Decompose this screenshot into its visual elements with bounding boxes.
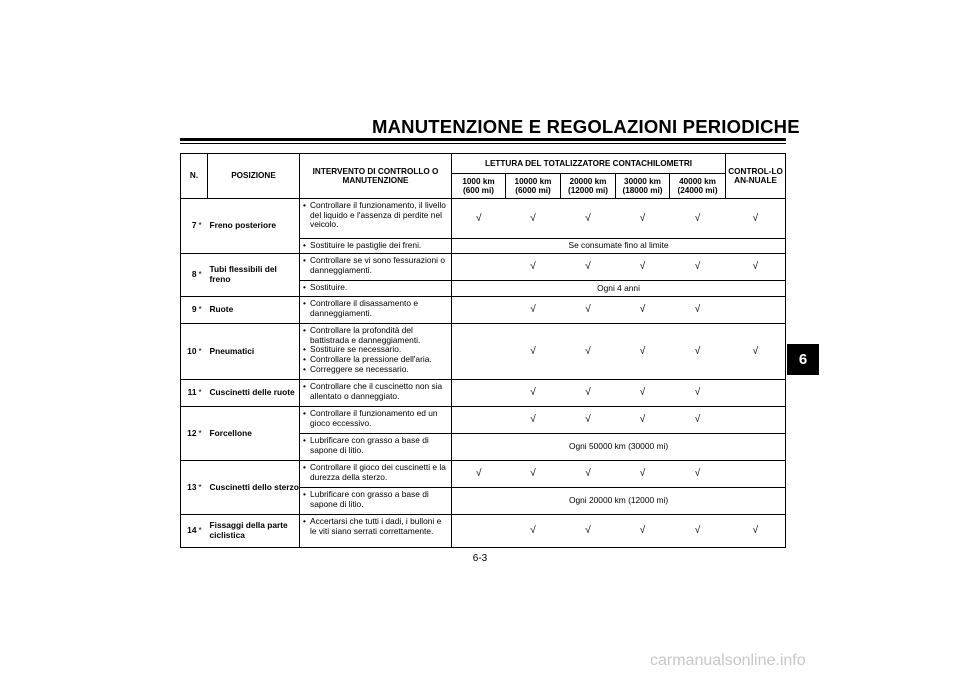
- check-mark: √: [670, 199, 726, 239]
- row-number: 10: [181, 324, 199, 380]
- header-interval: 1000 km (600 mi): [452, 174, 506, 199]
- check-mark: √: [616, 515, 670, 548]
- check-cell-empty: [452, 324, 506, 380]
- row-action: • Lubrificare con grasso a base di sapone di litio.: [300, 488, 452, 515]
- check-cell-empty: [452, 407, 506, 434]
- check-cell-empty: [452, 380, 506, 407]
- header-interval: 20000 km (12000 mi): [561, 174, 616, 199]
- check-mark: √: [561, 515, 616, 548]
- row-position: Pneumatici: [208, 324, 300, 380]
- check-mark: √: [506, 515, 561, 548]
- row-number: 9: [181, 297, 199, 324]
- check-mark: √: [726, 199, 786, 239]
- row-action: • Controllare la profondità del battistrada e danneggiamenti. • Sostituire se necessario. • Controllare la pressione dell'aria. • Correggere se necessario.: [300, 324, 452, 380]
- check-mark: √: [616, 297, 670, 324]
- row-star: *: [199, 199, 208, 254]
- row-number: 11: [181, 380, 199, 407]
- check-cell-empty: [726, 297, 786, 324]
- check-mark: √: [561, 254, 616, 281]
- check-mark: √: [506, 297, 561, 324]
- check-mark: √: [670, 461, 726, 488]
- header-interval: 10000 km (6000 mi): [506, 174, 561, 199]
- header-interval: 30000 km (18000 mi): [616, 174, 670, 199]
- row-action: • Controllare il gioco dei cuscinetti e la durezza della sterzo.: [300, 461, 452, 488]
- check-mark: √: [561, 297, 616, 324]
- row-action: • Lubrificare con grasso a base di sapone di litio.: [300, 434, 452, 461]
- row-star: *: [199, 461, 208, 515]
- check-mark: √: [616, 407, 670, 434]
- check-mark: √: [452, 199, 506, 239]
- row-action: • Sostituire.: [300, 281, 452, 297]
- check-mark: √: [670, 324, 726, 380]
- row-star: *: [199, 254, 208, 297]
- check-mark: √: [561, 324, 616, 380]
- check-mark: √: [506, 199, 561, 239]
- header-annual: CONTROL-LO AN-NUALE: [726, 154, 786, 199]
- header-num: N.: [181, 154, 208, 199]
- check-mark: √: [452, 461, 506, 488]
- maintenance-table: [180, 153, 786, 548]
- check-cell-empty: [726, 380, 786, 407]
- row-action: • Controllare se vi sono fessurazioni o danneggiamenti.: [300, 254, 452, 281]
- row-star: *: [199, 297, 208, 324]
- row-position: Tubi flessibili del freno: [208, 254, 300, 297]
- header-odometer: LETTURA DEL TOTALIZZATORE CONTACHILOMETRI: [452, 154, 726, 174]
- check-cell-empty: [452, 515, 506, 548]
- header-interval: 40000 km (24000 mi): [670, 174, 726, 199]
- check-mark: √: [670, 407, 726, 434]
- check-mark: √: [561, 407, 616, 434]
- row-star: *: [199, 515, 208, 548]
- row-number: 8: [181, 254, 199, 297]
- row-action: • Sostituire le pastiglie dei freni.: [300, 239, 452, 254]
- check-cell-empty: [452, 297, 506, 324]
- check-mark: √: [561, 461, 616, 488]
- check-cell-empty: [726, 461, 786, 488]
- check-mark: √: [616, 324, 670, 380]
- check-mark: √: [726, 254, 786, 281]
- check-mark: √: [616, 254, 670, 281]
- interval-note: Ogni 4 anni: [452, 281, 786, 297]
- row-action: • Controllare il disassamento e danneggiamenti.: [300, 297, 452, 324]
- check-mark: √: [670, 380, 726, 407]
- row-action: • Controllare che il cuscinetto non sia allentato o danneggiato.: [300, 380, 452, 407]
- page-title: MANUTENZIONE E REGOLAZIONI PERIODICHE: [372, 116, 800, 137]
- check-mark: √: [670, 515, 726, 548]
- header-action: INTERVENTO DI CONTROLLO O MANUTENZIONE: [300, 154, 452, 199]
- row-star: *: [199, 407, 208, 461]
- watermark: carmanualsonline.info: [650, 652, 806, 669]
- check-mark: √: [561, 199, 616, 239]
- row-star: *: [199, 324, 208, 380]
- check-mark: √: [506, 407, 561, 434]
- check-mark: √: [616, 380, 670, 407]
- row-action: • Controllare il funzionamento ed un gioco eccessivo.: [300, 407, 452, 434]
- check-cell-empty: [726, 407, 786, 434]
- page-number: 6-3: [472, 553, 488, 564]
- row-position: Cuscinetti dello sterzo: [208, 461, 300, 515]
- check-mark: √: [506, 461, 561, 488]
- interval-note: Ogni 50000 km (30000 mi): [452, 434, 786, 461]
- check-mark: √: [506, 254, 561, 281]
- chapter-tab: 6: [787, 344, 819, 375]
- check-mark: √: [506, 380, 561, 407]
- row-position: Fissaggi della parte ciclistica: [208, 515, 300, 548]
- row-position: Freno posteriore: [208, 199, 300, 254]
- row-number: 12: [181, 407, 199, 461]
- header-position: POSIZIONE: [208, 154, 300, 199]
- check-mark: √: [726, 324, 786, 380]
- check-mark: √: [616, 461, 670, 488]
- row-position: Ruote: [208, 297, 300, 324]
- row-position: Forcellone: [208, 407, 300, 461]
- check-mark: √: [670, 254, 726, 281]
- check-mark: √: [506, 324, 561, 380]
- row-action: • Accertarsi che tutti i dadi, i bulloni e le viti siano serrati correttamente.: [300, 515, 452, 548]
- interval-note: Se consumate fino al limite: [452, 239, 786, 254]
- row-star: *: [199, 380, 208, 407]
- check-mark: √: [726, 515, 786, 548]
- title-rule-thin: [180, 143, 786, 144]
- check-mark: √: [616, 199, 670, 239]
- interval-note: Ogni 20000 km (12000 mi): [452, 488, 786, 515]
- check-cell-empty: [452, 254, 506, 281]
- check-mark: √: [670, 297, 726, 324]
- row-number: 13: [181, 461, 199, 515]
- row-number: 14: [181, 515, 199, 548]
- row-action: • Controllare il funzionamento, il livello del liquido e l'assenza di perdite nel veicolo.: [300, 199, 452, 239]
- check-mark: √: [561, 380, 616, 407]
- title-rule: [180, 138, 786, 141]
- row-number: 7: [181, 199, 199, 254]
- row-position: Cuscinetti delle ruote: [208, 380, 300, 407]
